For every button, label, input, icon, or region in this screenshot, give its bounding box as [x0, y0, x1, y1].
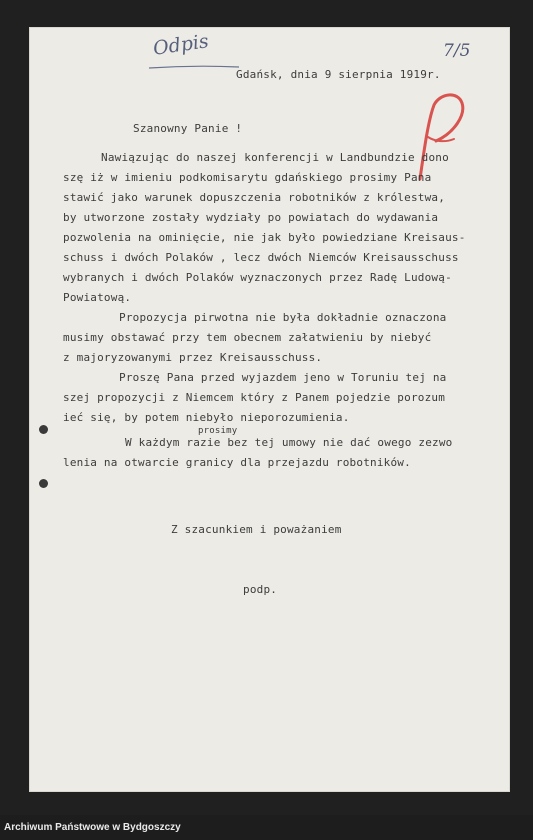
letter-line-10: musimy obstawać przy tem obecnem załatwieniu by niebyć: [63, 331, 432, 344]
document-page: [29, 27, 510, 792]
letter-line-1: Nawiązując do naszej konferencji w Landbundzie dono: [101, 151, 449, 164]
letter-line-4: by utworzone zostały wydziały po powiatach do wydawania: [63, 211, 439, 224]
letter-line-5: pozwolenia na ominięcie, nie jak było powiedziane Kreisaus-: [63, 231, 466, 244]
punch-hole-icon: [39, 425, 48, 434]
archive-footer: [0, 815, 533, 840]
punch-hole-icon: [39, 479, 48, 488]
letter-line-2: szę iż w imieniu podkomisarytu gdańskiego prosimy Pana: [63, 171, 432, 184]
letter-line-15: W każdym razie bez tej umowy nie dać owego zezwo: [125, 436, 453, 449]
interlinear-insert: prosimy: [198, 426, 238, 436]
letter-line-6: schuss i dwóch Polaków , lecz dwóch Niemców Kreisausschuss: [63, 251, 459, 264]
letter-line-8: Powiatową.: [63, 291, 132, 304]
folio-sub: 5: [459, 41, 471, 61]
archive-name: Archiwum Państwowe w Bydgoszczy: [4, 822, 181, 833]
letter-line-13: szej propozycji z Niemcem który z Panem pojedzie porozum: [63, 391, 446, 404]
red-pencil-mark-icon: [414, 91, 474, 183]
letter-line-16: lenia na otwarcie granicy dla przejazdu robotników.: [63, 456, 411, 469]
note-underline-icon: [149, 65, 239, 69]
letter-line-7: wybranych i dwóch Polaków wyznaczonych przez Radę Ludową-: [63, 271, 452, 284]
letter-line-12: Proszę Pana przed wyjazdem jeno w Toruniu tej na: [119, 371, 447, 384]
date-line: Gdańsk, dnia 9 sierpnia 1919r.: [236, 68, 441, 81]
handwritten-note: Odpis: [151, 30, 210, 60]
folio-main: 7: [443, 41, 454, 61]
closing: Z szacunkiem i poważaniem: [171, 523, 342, 536]
letter-line-14: ieć się, by potem niebyło nieporozumienia.: [63, 411, 350, 424]
letter-line-3: stawić jako warunek dopuszczenia robotników z królestwa,: [63, 191, 446, 204]
signature: podp.: [243, 583, 278, 596]
letter-line-9: Propozycja pirwotna nie była dokładnie oznaczona: [119, 311, 447, 324]
salutation: Szanowny Panie !: [133, 122, 243, 135]
letter-line-11: z majoryzowanymi przez Kreisausschuss.: [63, 351, 323, 364]
folio-number: 7/5: [443, 41, 471, 61]
